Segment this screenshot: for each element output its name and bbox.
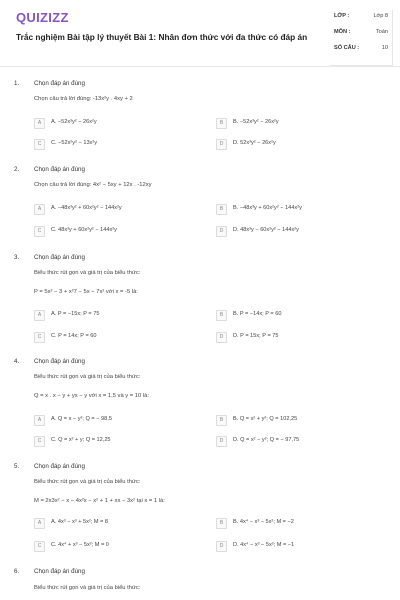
logo-letter: Q: [16, 10, 27, 25]
class-value: Lớp 8: [373, 13, 388, 19]
logo-letter: I: [48, 10, 53, 25]
option-d[interactable]: [216, 332, 386, 344]
option-text: C. 4x⁴ + x³ − 5x²; M = 0: [51, 542, 109, 548]
option-text: A. −48x³y² + 60x²y² − 144x²y: [51, 205, 122, 211]
option-b[interactable]: [216, 118, 386, 130]
question-expression: Q = x . x − y + yx − y với x = 1,5 và y = 10 là:: [34, 393, 149, 399]
question-number: 5.: [14, 463, 20, 470]
option-a[interactable]: [34, 310, 204, 322]
question-number: 1.: [14, 80, 20, 87]
meta-row-count: [330, 42, 392, 56]
question-number: 2.: [14, 166, 20, 173]
logo-letter: Z: [52, 10, 61, 25]
question-text: Biểu thức rút gọn và giá trị của biểu thức:: [34, 479, 141, 485]
option-a[interactable]: [34, 415, 204, 427]
worksheet-header: [0, 0, 400, 68]
option-text: D. 48x³y − 60x²y² − 144x²y: [233, 227, 299, 233]
option-text: A. P = −15x; P = 75: [51, 311, 100, 317]
option-text: B. P = −14x; P = 60: [233, 311, 282, 317]
question-prompt: Chọn đáp án đúng: [34, 463, 85, 470]
option-c[interactable]: [34, 226, 204, 238]
option-letter-box: D: [216, 139, 227, 150]
option-letter-box: B: [216, 518, 227, 529]
logo-letter: U: [26, 10, 37, 25]
option-letter-box: B: [216, 310, 227, 321]
option-letter-box: A: [34, 118, 45, 129]
option-text: C. Q = x² + y; Q = 12,25: [51, 437, 111, 443]
option-d[interactable]: [216, 139, 386, 151]
question-text: Chọn câu trả lời đúng: -13x²y . 4xy + 2: [34, 96, 133, 102]
option-text: A. 4x³ − x³ + 5x²; M = 8: [51, 519, 109, 525]
question-text: Biểu thức rút gọn và giá trị của biểu thức:: [34, 585, 141, 591]
option-text: C. 48x³y + 60x²y² − 144x²y: [51, 227, 117, 233]
question-prompt: Chọn đáp án đúng: [34, 254, 85, 261]
logo-letter: Z: [60, 10, 69, 25]
option-letter-box: B: [216, 118, 227, 129]
question-prompt: Chọn đáp án đúng: [34, 568, 85, 575]
option-letter-box: A: [34, 310, 45, 321]
option-letter-box: C: [34, 139, 45, 150]
option-text: D. P = 15x; P = 75: [233, 333, 279, 339]
question-prompt: Chọn đáp án đúng: [34, 80, 85, 87]
option-text: B. −52x³y² − 26x²y: [233, 119, 279, 125]
question-expression: M = 2x3x² − x − 4x²x − x² + 1 + xx − 3x² tại x = 1 là:: [34, 498, 165, 504]
question-prompt: Chọn đáp án đúng: [34, 166, 85, 173]
option-text: B. Q = x² + y²; Q = 102,25: [233, 416, 298, 422]
option-c[interactable]: [34, 436, 204, 448]
option-letter-box: A: [34, 518, 45, 529]
question-expression: P = 5x² − 3 + x²7 − 5x − 7x² với x = -5 là:: [34, 289, 138, 295]
count-value: 10: [381, 45, 388, 51]
class-label: LỚP :: [334, 13, 350, 19]
option-b[interactable]: [216, 415, 386, 427]
option-c[interactable]: [34, 332, 204, 344]
option-letter-box: D: [216, 541, 227, 552]
option-text: D. Q = x² − y²; Q = − 97,75: [233, 437, 300, 443]
meta-row-subject: [330, 26, 392, 40]
option-letter-box: D: [216, 332, 227, 343]
question-number: 3.: [14, 254, 20, 261]
option-letter-box: C: [34, 436, 45, 447]
option-text: D. 4x⁴ − x³ − 5x²; M = −1: [233, 542, 295, 548]
option-letter-box: D: [216, 226, 227, 237]
quizizz-logo: [16, 10, 69, 25]
question-text: Biểu thức rút gọn và giá trị của biểu thức:: [34, 270, 141, 276]
option-b[interactable]: [216, 204, 386, 216]
meta-row-class: [330, 10, 392, 24]
option-b[interactable]: [216, 310, 386, 322]
question-prompt: Chọn đáp án đúng: [34, 358, 85, 365]
question-number: 4.: [14, 358, 20, 365]
subject-value: Toán: [375, 29, 388, 35]
option-d[interactable]: [216, 541, 386, 553]
option-text: A. Q = x − y²; Q = − 98,5: [51, 416, 112, 422]
worksheet-meta-box: [330, 10, 393, 66]
question-number: 6.: [14, 568, 20, 575]
option-a[interactable]: [34, 518, 204, 530]
option-letter-box: B: [216, 415, 227, 426]
option-letter-box: D: [216, 436, 227, 447]
count-label: SỐ CÂU :: [334, 45, 360, 51]
option-text: B. 4x⁴ − x³ − 5x²; M = −2: [233, 519, 294, 525]
option-d[interactable]: [216, 436, 386, 448]
option-letter-box: A: [34, 204, 45, 215]
option-d[interactable]: [216, 226, 386, 238]
option-text: C. −52x²y² − 13x²y: [51, 140, 98, 146]
logo-letter: Z: [40, 10, 49, 25]
option-letter-box: B: [216, 204, 227, 215]
subject-label: MÔN :: [334, 29, 351, 35]
option-text: D. 52x³y² − 26x²y: [233, 140, 276, 146]
option-text: A. −52x³y² − 26x²y: [51, 119, 97, 125]
option-c[interactable]: [34, 541, 204, 553]
header-divider: [0, 66, 400, 67]
option-c[interactable]: [34, 139, 204, 151]
option-a[interactable]: [34, 118, 204, 130]
question-text: Chọn câu trả lời đúng: 4x² − 5xy + 12x . -12xy: [34, 182, 152, 188]
option-letter-box: A: [34, 415, 45, 426]
logo-letter: I: [36, 10, 41, 25]
question-text: Biểu thức rút gọn và giá trị của biểu thức:: [34, 374, 141, 380]
option-text: B. −48x³y + 60x²y² − 144x²y: [233, 205, 302, 211]
option-text: C. P = 14x; P = 60: [51, 333, 97, 339]
option-a[interactable]: [34, 204, 204, 216]
worksheet-title: Trắc nghiệm Bài tập lý thuyết Bài 1: Nhân đơn thức với đa thức có đáp án: [16, 32, 308, 42]
option-letter-box: C: [34, 226, 45, 237]
option-letter-box: C: [34, 541, 45, 552]
option-b[interactable]: [216, 518, 386, 530]
option-letter-box: C: [34, 332, 45, 343]
